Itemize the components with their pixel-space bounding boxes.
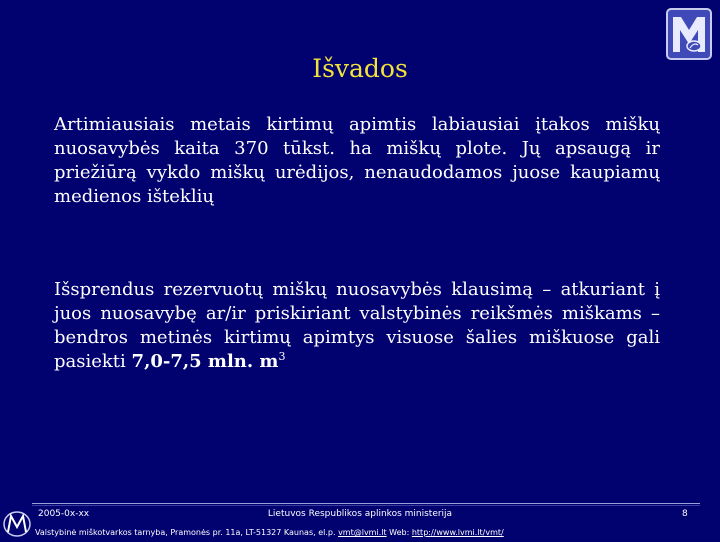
email-link[interactable]: vmt@lvmi.lt (338, 528, 387, 537)
web-link[interactable]: http://www.lvmi.lt/vmt/ (411, 528, 504, 537)
footer-address (35, 527, 504, 538)
slide-title: Išvados (312, 54, 408, 83)
paragraph-2-volume: 7,0-7,5 mln. m (131, 351, 279, 372)
page-number: 8 (682, 509, 688, 519)
paragraph-2-superscript: 3 (278, 350, 286, 363)
footer-date: 2005-0x-xx (38, 509, 90, 519)
footer-divider-shadow (32, 505, 700, 506)
conclusion-paragraph-2 (54, 278, 660, 374)
web-label: Web: (389, 528, 410, 537)
conclusion-paragraph-1: Artimiausiais metais kirtimų apimtis labiausiai įtakos miškų nuosavybės kaita 370 tūkst. ha miškų plote. Jų apsaugą ir priežiūrą vykdo miškų urėdijos, nenaudodamos juose kaupiamų medienos išteklių (54, 114, 660, 207)
paragraph-2-text: Išsprendus rezervuotų miškų nuosavybės klausimą – atkuriant į juos nuosavybę ar/ir priskiriant valstybinės reikšmės miškams – bendros metinės kirtimų apimtys visuose šalies miškuose gali pasiekti (54, 279, 660, 372)
footer-ministry: Lietuvos Respublikos aplinkos ministerija (267, 509, 453, 519)
address-text: Valstybinė miškotvarkos tarnyba, Pramonės pr. 11a, LT-51327 Kaunas, el.p. (35, 528, 336, 537)
footer-divider (32, 503, 700, 504)
